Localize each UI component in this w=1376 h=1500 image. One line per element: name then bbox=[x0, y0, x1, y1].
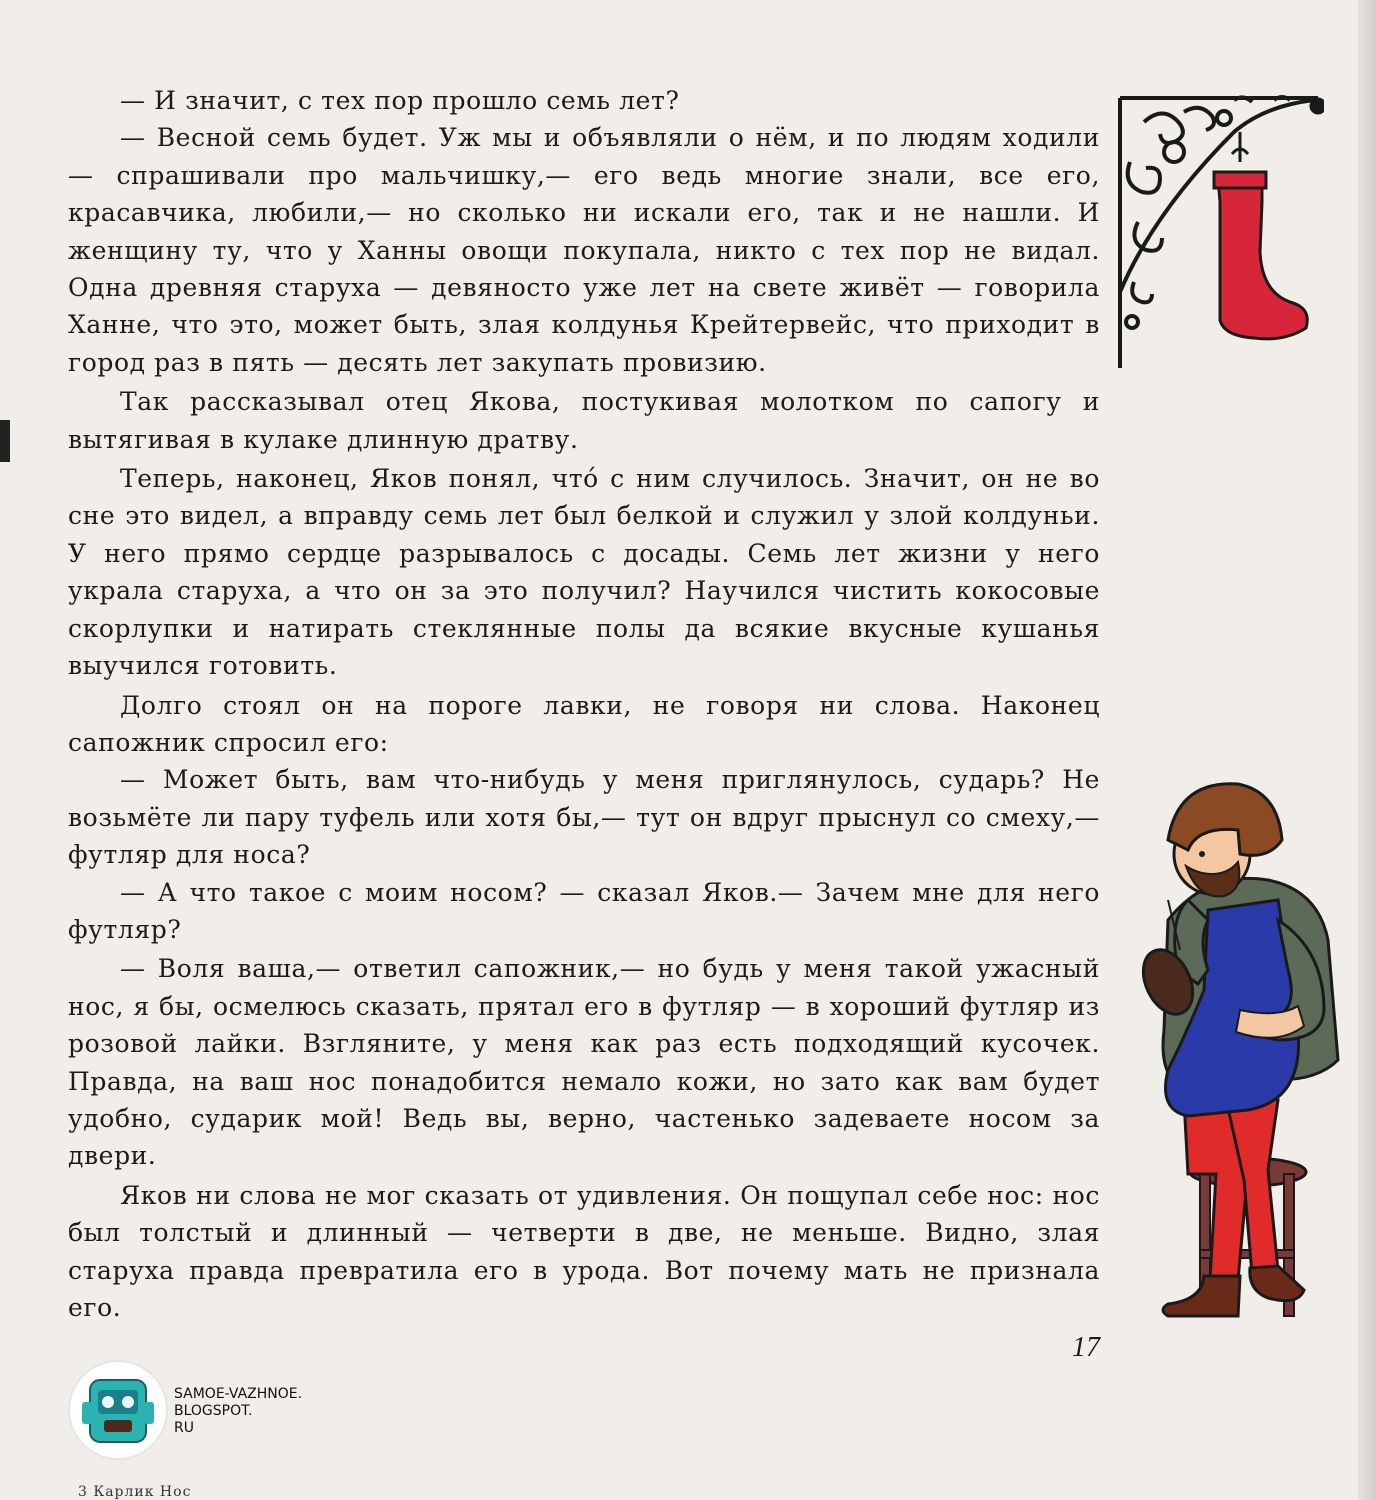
paragraph: — И значит, с тех пор прошло семь лет? bbox=[120, 86, 680, 115]
robot-icon bbox=[70, 1362, 166, 1458]
page-edge bbox=[1358, 0, 1376, 1500]
blog-logo bbox=[70, 1362, 166, 1458]
story-text bbox=[68, 82, 1100, 1326]
paragraph: — Воля ваша,— ответил сапожник,— но будь у меня такой ужасный нос, я бы, осмелюсь сказать, прятал его в футляр — в хороший футляр из розовой лайки. Взгляните, у меня как раз есть подходящий кусочек. Правда, на ваш нос понадобится немало кожи, но зато как вам будет удобно, сударик мой! Ведь вы, верно, частенько задеваете носом за двери. bbox=[68, 954, 1100, 1171]
signature-mark: 3 Карлик Нос bbox=[78, 1484, 192, 1500]
binding-mark bbox=[0, 420, 10, 462]
blog-line-1: SAMOE-VAZHNOE. bbox=[174, 1386, 303, 1402]
blog-line-2: BLOGSPOT. bbox=[174, 1403, 253, 1419]
page-number: 17 bbox=[1072, 1332, 1100, 1363]
shoemaker-illustration bbox=[1128, 770, 1358, 1330]
boot-sign-illustration bbox=[1114, 92, 1324, 372]
blog-watermark bbox=[174, 1386, 302, 1437]
paragraph: — А что такое с моим носом? — сказал Яков.— Зачем мне для него футляр? bbox=[68, 877, 1100, 944]
red-boot bbox=[1218, 178, 1307, 339]
blog-line-3: RU bbox=[174, 1420, 194, 1436]
paragraph: — Может быть, вам что-нибудь у меня приглянулось, сударь? Не возьмёте ли пару туфель или хотя бы,— тут он вдруг прыснул со смеху,— футляр для носа? bbox=[68, 765, 1100, 870]
paragraph: Теперь, наконец, Яков понял, что́ с ним случилось. Значит, он не во сне это видел, а вправду семь лет был белкой и служил у злой колдуньи. У него прямо сердце разрывалось с досады. Семь лет жизни у него украла старуха, а что он за это получил? Научился чистить кокосовые скорлупки и натирать стеклянные полы да всякие вкусные кушанья выучился готовить. bbox=[68, 464, 1100, 681]
boot-cuff bbox=[1214, 172, 1266, 188]
paragraph: Яков ни слова не мог сказать от удивления. Он пощупал себе нос: нос был толстый и длинный — четверти в две, не меньше. Видно, злая старуха правда превратила его в урода. Вот почему мать не признала его. bbox=[68, 1180, 1100, 1322]
legs bbox=[1184, 1090, 1278, 1280]
paragraph: Долго стоял он на пороге лавки, не говоря ни слова. Наконец сапожник спросил его: bbox=[68, 690, 1100, 757]
paragraph: — Весной семь будет. Уж мы и объявляли о нём, и по людям ходили — спрашивали про мальчишку,— его ведь многие знали, все его, красавчика, любили,— но сколько ни искали его, так и не нашли. И женщину ту, что у Ханны овощи покупала, никто с тех пор не видал. Одна древняя старуха — девяносто уже лет на свете живёт — говорила Ханне, что это, может быть, злая колдунья Крейтервейс, что приходит в город раз в пять — десять лет закупать провизию. bbox=[68, 123, 1100, 377]
paragraph: Так рассказывал отец Якова, постукивая молотком по сапогу и вытягивая в кулаке длинную дратву. bbox=[68, 387, 1100, 454]
